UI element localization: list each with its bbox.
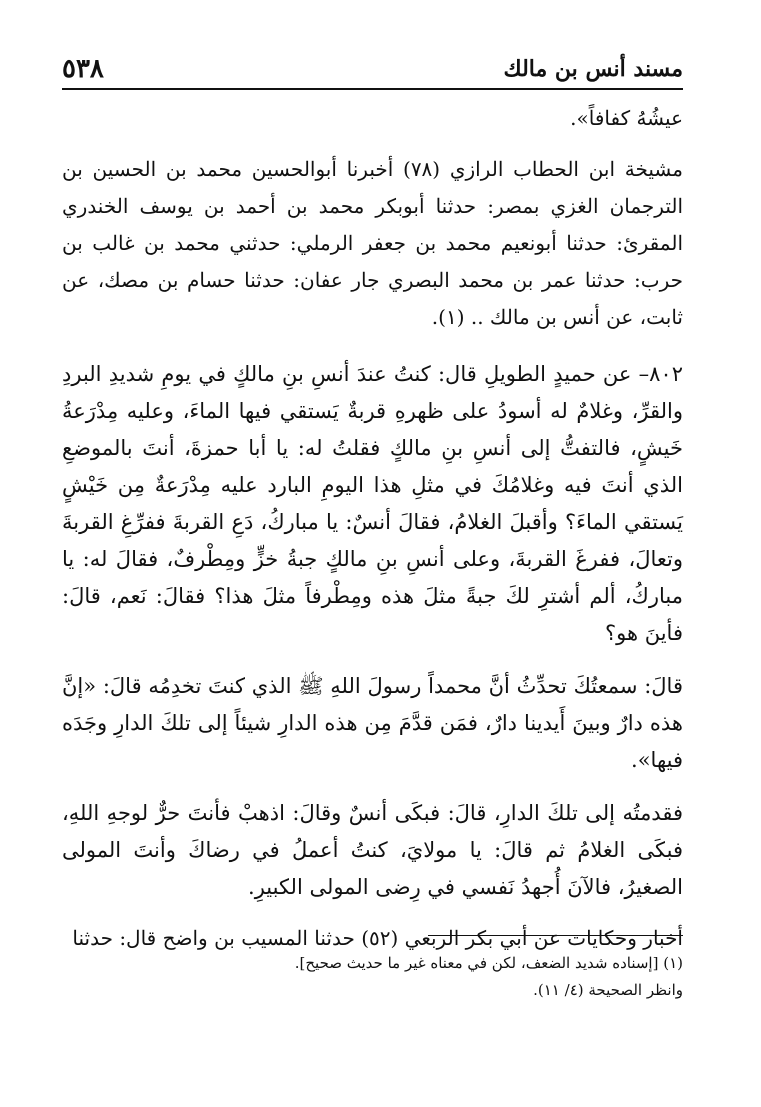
running-title: مسند أنس بن مالك: [503, 56, 683, 82]
paragraph-ending: عيشُهُ كفافاً».: [570, 106, 683, 130]
footnote-1: (١) [إسناده شديد الضعف، لكن في معناه غير ما حديث صحيح].: [294, 954, 683, 972]
paragraph-hadith-802: ٨٠٢– عن حميدٍ الطويلِ قال: كنتُ عندَ أنسِ بنِ مالكٍ في يومِ شديدِ البردِ والقرِّ، وغلامٌ له أسودُ على ظهرهِ قربةٌ يَستقي فيها الماءَ، وعليه مِدْرَعةُ خَيشٍ، فالتفتُّ إلى أنسِ بنِ مالكٍ فقلتُ له: يا أبا حمزةَ، أنتَ بالموضعِ الذي أنتَ فيه وغلامُكَ في مثلِ هذا اليومِ البارد عليه مِدْرَعةٌ مِن خَيْشٍ يَستقي الماءَ؟ وأقبلَ الغلامُ، فقالَ أنسٌ: يا مباركُ، دَعِ القربةَ ففرِّغِ القربةَ وتعالَ، ففرغَ القربةَ، وعلى أنسِ بنِ مالكٍ جبةُ خزٍّ ومِطْرفٌ، فقالَ له: يا مباركُ، ألم أشترِ لكَ جبةً مثلَ هذه ومِطْرفاً مثلَ هذا؟ فقالَ: نَعم، قالَ: فأينَ هو؟: [62, 362, 683, 645]
footnote-divider: [428, 935, 683, 936]
page-number: ٥٣٨: [62, 54, 104, 84]
body-text: [62, 100, 683, 957]
page-header: [62, 52, 683, 90]
paragraph-isnad: مشيخة ابن الحطاب الرازي (٧٨) أخبرنا أبوالحسين محمد بن الحسين بن الترجمان الغزي بمصر: حدثنا أبوبكر محمد بن أحمد بن يوسف الخندري المقرئ: حدثنا أبونعيم محمد بن جعفر الرملي: حدثني محمد بن غالب بن حرب: حدثنا عمر بن محمد البصري جار عفان: حدثنا حسام بن مصك، عن ثابت، عن أنس بن مالك .. (١).: [62, 157, 683, 329]
paragraph-source: أخبار وحكايات عن أبي بكر الربعي (٥٢) حدثنا المسيب بن واضح قال: حدثنا: [72, 926, 683, 950]
footnote-2: وانظر الصحيحة (٤/ ١١).: [533, 981, 683, 999]
paragraph-freeing: فقدمتُه إلى تلكَ الدارِ، قالَ: فبكَى أنسٌ وقالَ: اذهبْ فأنتَ حرٌّ لوجهِ اللهِ، فبكَى الغلامُ ثم قالَ: يا مولايَ، كنتُ أعملُ في رضاكَ وأنتَ المولى الصغيرُ، فالآنَ أُجهدُ نَفسي في رِضى المولى الكبيرِ.: [62, 801, 683, 899]
footnotes: [62, 950, 683, 1004]
paragraph-prophet-saying: قالَ: سمعتُكَ تحدِّثُ أنَّ محمداً رسولَ اللهِ ﷺ الذي كنتَ تخدِمُه قالَ: «إنَّ هذه دارٌ وبينَ أَيدينا دارٌ، فمَن قدَّمَ مِن هذه الدارِ شيئاً إلى تلكَ الدارِ وجَدَه فيها».: [62, 674, 683, 772]
